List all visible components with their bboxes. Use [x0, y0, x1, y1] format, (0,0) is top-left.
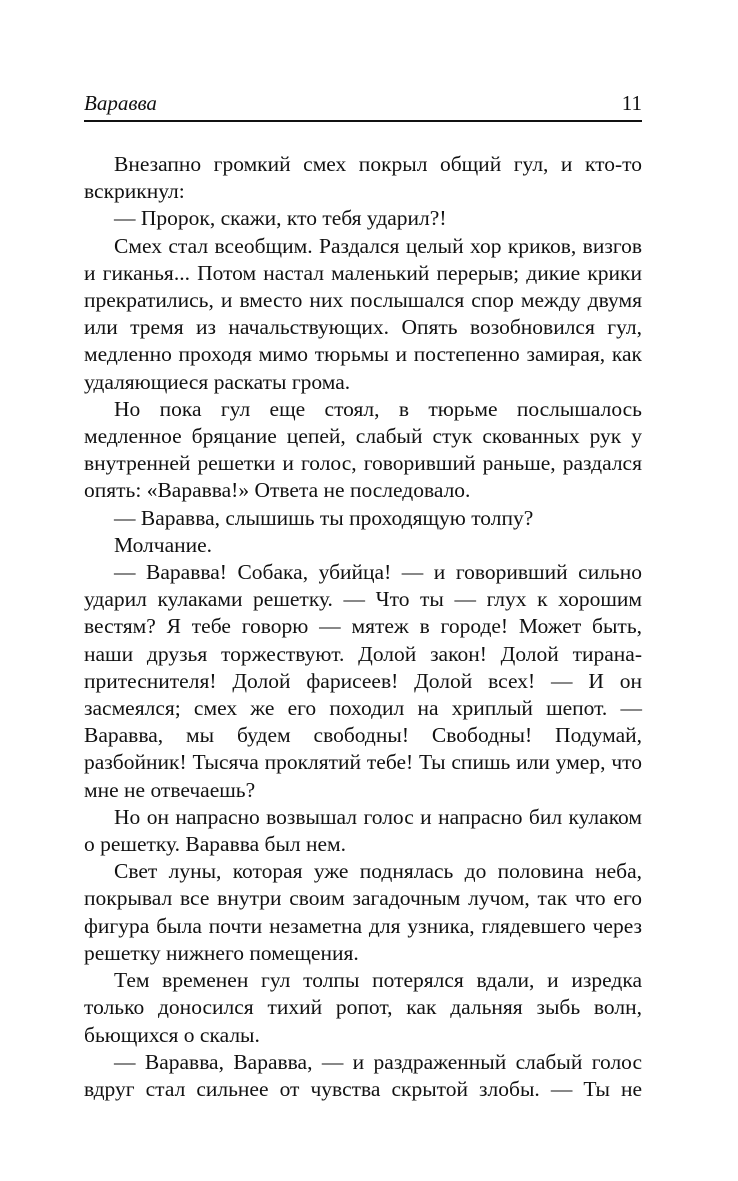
running-title: Варавва	[84, 91, 157, 115]
paragraph: — Варавва, Варавва, — и раздраженный слабый голос вдруг стал сильнее от чувства скрытой злобы. — Ты не	[84, 1049, 642, 1101]
paragraph: — Пророк, скажи, кто тебя ударил?!	[114, 206, 447, 231]
paragraph: — Варавва, слышишь ты проходящую толпу?	[114, 505, 534, 530]
paragraph: Но он напрасно возвышал голос и напрасно бил кулаком о решетку. Варавва был нем.	[84, 804, 642, 857]
body-text	[84, 151, 642, 1103]
paragraph: Свет луны, которая уже поднялась до половина неба, покрывал все внутри своим загадочным лучом, так что его фигура была почти незаметна для узника, глядевшего через решетку нижнего помещения.	[84, 859, 642, 965]
paragraph: Смех стал всеобщим. Раздался целый хор криков, визгов и гиканья... Потом настал маленький перерыв; дикие крики прекратились, и вместо них послышался спор между двумя или тремя из начальствующих. Опять возобновился гул, медленно проходя мимо тюрьмы и постепенно замирая, как удаляющиеся раскаты грома.	[84, 233, 642, 394]
paragraph: Молчание.	[114, 532, 213, 557]
paragraph: — Варавва! Собака, убийца! — и говоривший сильно ударил кулаками решетку. — Что ты — глух к хорошим вестям? Я тебе говорю — мятеж в городе! Может быть, наши друзья торжествуют. Долой закон! Долой тирана-притеснителя! Долой фарисеев! Долой всех! — И он засмеялся; смех же его походил на хриплый шепот. — Варавва, мы будем свободны! Свободны! Подумай, разбойник! Тысяча проклятий тебе! Ты спишь или умер, что мне не отвечаешь?	[84, 560, 642, 802]
paragraph: Тем временен гул толпы потерялся вдали, и изредка только доносился тихий ропот, как дальняя зыбь волн, бьющихся о скалы.	[84, 968, 642, 1047]
paragraph: Внезапно громкий смех покрыл общий гул, и кто-то вскрикнул:	[84, 152, 642, 204]
running-header	[84, 90, 642, 122]
page-number: 11	[621, 91, 642, 115]
paragraph: Но пока гул еще стоял, в тюрьме послышалось медленное бряцание цепей, слабый стук скованных рук у внутренней решетки и голос, говоривший раньше, раздался опять: «Варавва!» Ответа не последовало.	[84, 396, 642, 503]
